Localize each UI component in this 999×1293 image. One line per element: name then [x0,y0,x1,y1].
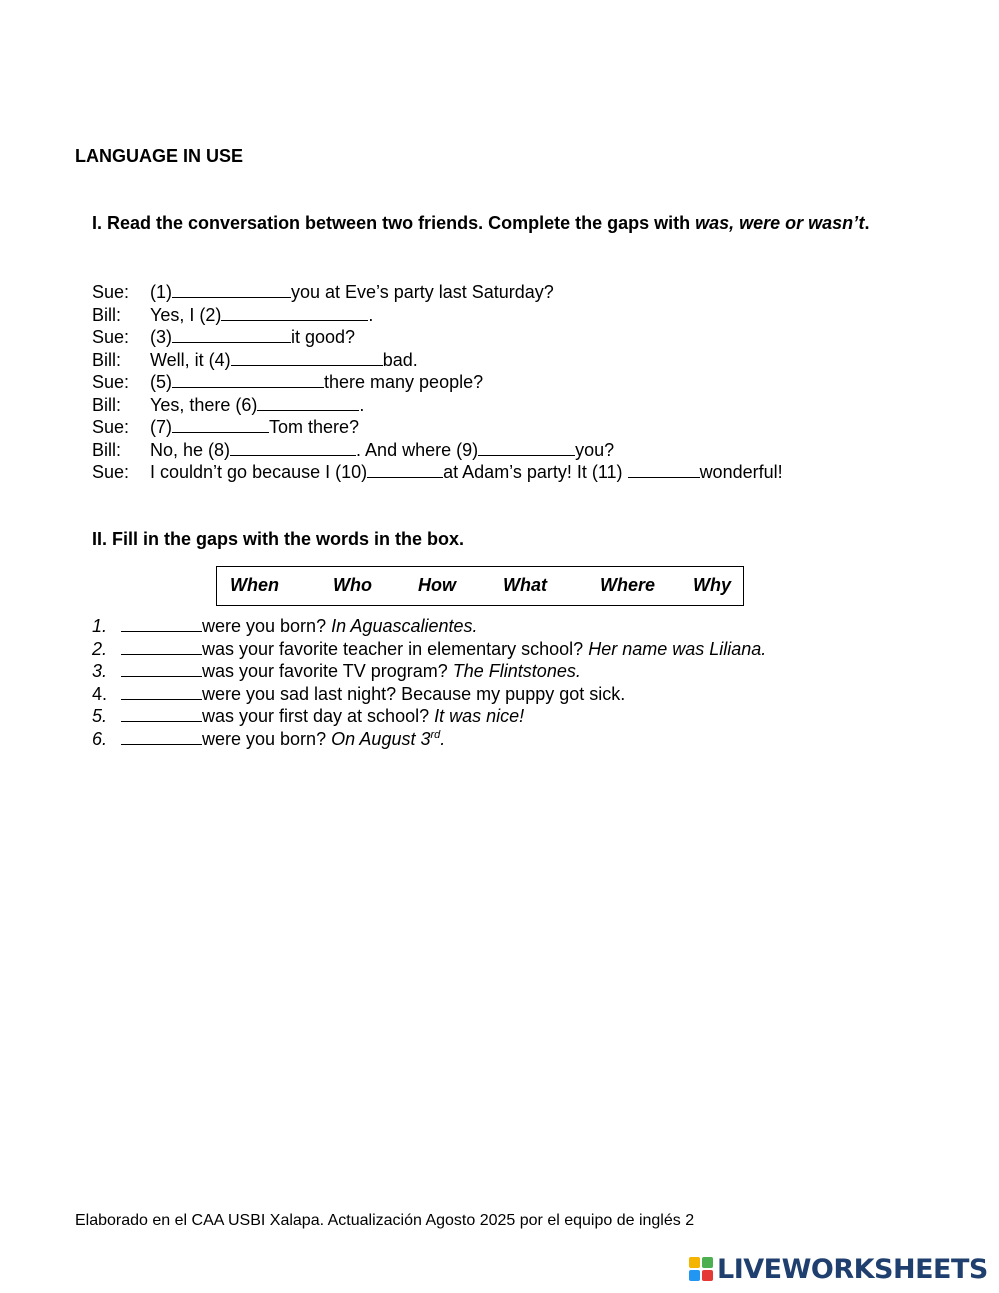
line-text: (1) [150,282,172,302]
gap-blank-4[interactable] [231,350,383,366]
line-text: it good? [291,327,356,347]
question-number: 4. [92,683,108,704]
speaker: Bill: [92,349,122,370]
question-answer: Because my puppy got sick. [401,683,626,704]
line-text: (7) [150,417,172,437]
question-number: 1. [92,616,108,636]
logo-text: LIVEWORKSHEETS [717,1253,988,1285]
logo-squares-icon [689,1257,713,1281]
conversation-line [92,281,783,304]
question-item [92,660,766,683]
gap-blank-1[interactable] [172,282,291,298]
question-text: were you born? [202,616,332,636]
question-blank-1[interactable] [121,616,202,632]
question-text: were you born? [202,728,332,749]
question-blank-5[interactable] [121,706,202,722]
line-text: you at Eve’s party last Saturday? [291,282,554,302]
question-item [92,728,766,751]
question-text: was your favorite TV program? [202,661,453,681]
gap-blank-2[interactable] [221,305,368,321]
gap-blank-11[interactable] [628,462,700,478]
gap-blank-8[interactable] [230,440,356,456]
question-item [92,615,766,638]
question-blank-6[interactable] [121,729,202,745]
gap-blank-3[interactable] [172,327,291,343]
word-box [216,566,744,606]
line-text: (3) [150,327,172,347]
line-text: bad. [382,349,418,370]
question-answer-tail: . [440,728,446,749]
instruction-1-words: was, were or wasn’t [695,213,865,233]
liveworksheets-logo[interactable] [689,1253,988,1285]
logo-square [689,1270,700,1281]
question-item [92,705,766,728]
speaker: Bill: [92,304,122,325]
question-answer: In Aguascalientes. [331,616,478,636]
question-item [92,638,766,661]
question-answer: Her name was Liliana. [588,638,767,659]
question-text: was your favorite teacher in elementary school? [202,638,589,659]
instruction-1-main: I. Read the conversation between two friends. Complete the gaps with [92,213,696,233]
conversation-line [92,439,783,462]
gap-blank-10[interactable] [367,462,443,478]
speaker: Sue: [92,372,130,392]
word-box-item: Who [333,575,372,595]
conversation-line [92,371,783,394]
speaker: Sue: [92,417,130,437]
question-number: 2. [92,638,108,659]
speaker: Bill: [92,394,122,415]
speaker: Sue: [92,462,130,482]
gap-blank-9[interactable] [478,440,575,456]
footer-note: Elaborado en el CAA USBI Xalapa. Actualización Agosto 2025 por el equipo de inglés 2 [75,1212,695,1229]
section-heading: LANGUAGE IN USE [75,146,244,166]
line-text: . [359,394,365,415]
conversation-line [92,304,783,327]
question-blank-3[interactable] [121,661,202,677]
logo-square [702,1270,713,1281]
question-list [92,615,766,750]
line-text: . And where (9) [356,439,479,460]
ordinal-suffix: rd [430,728,441,741]
gap-blank-6[interactable] [257,395,359,411]
instruction-1-end: . [864,213,870,233]
conversation-line [92,461,783,484]
conversation-line [92,416,783,439]
question-text: were you sad last night? [202,683,402,704]
question-answer: It was nice! [434,706,525,726]
question-answer: The Flintstones. [452,661,581,681]
line-text: there many people? [324,372,484,392]
logo-square [702,1257,713,1268]
word-box-item: How [418,575,456,595]
instruction-2: II. Fill in the gaps with the words in the box. [92,529,465,549]
gap-blank-5[interactable] [172,372,324,388]
question-blank-2[interactable] [121,639,202,655]
line-text: I couldn’t go because I (10) [150,462,368,482]
speaker: Bill: [92,439,122,460]
line-text: Tom there? [269,417,360,437]
word-box-item: Why [693,575,731,595]
line-text: (5) [150,372,172,392]
question-item [92,683,766,706]
line-text: wonderful! [699,462,783,482]
speaker: Sue: [92,282,130,302]
logo-square [689,1257,700,1268]
line-text: Yes, I (2) [150,304,222,325]
question-answer: On August 3 [331,728,431,749]
question-number: 3. [92,661,108,681]
word-box-item: Where [600,575,656,595]
speaker: Sue: [92,327,130,347]
word-box-item: When [230,575,279,595]
question-number: 5. [92,706,108,726]
conversation-line [92,394,783,417]
word-box-item: What [503,575,547,595]
line-text: at Adam’s party! It (11) [443,462,628,482]
instruction-1 [92,212,906,234]
question-text: was your first day at school? [202,706,435,726]
conversation-line [92,349,783,372]
line-text: No, he (8) [150,439,231,460]
question-blank-4[interactable] [121,684,202,700]
line-text: Yes, there (6) [150,394,258,415]
question-number: 6. [92,728,108,749]
conversation [92,281,783,484]
line-text: you? [575,439,615,460]
line-text: . [368,304,374,325]
line-text: Well, it (4) [150,349,231,370]
conversation-line [92,326,783,349]
gap-blank-7[interactable] [172,417,269,433]
